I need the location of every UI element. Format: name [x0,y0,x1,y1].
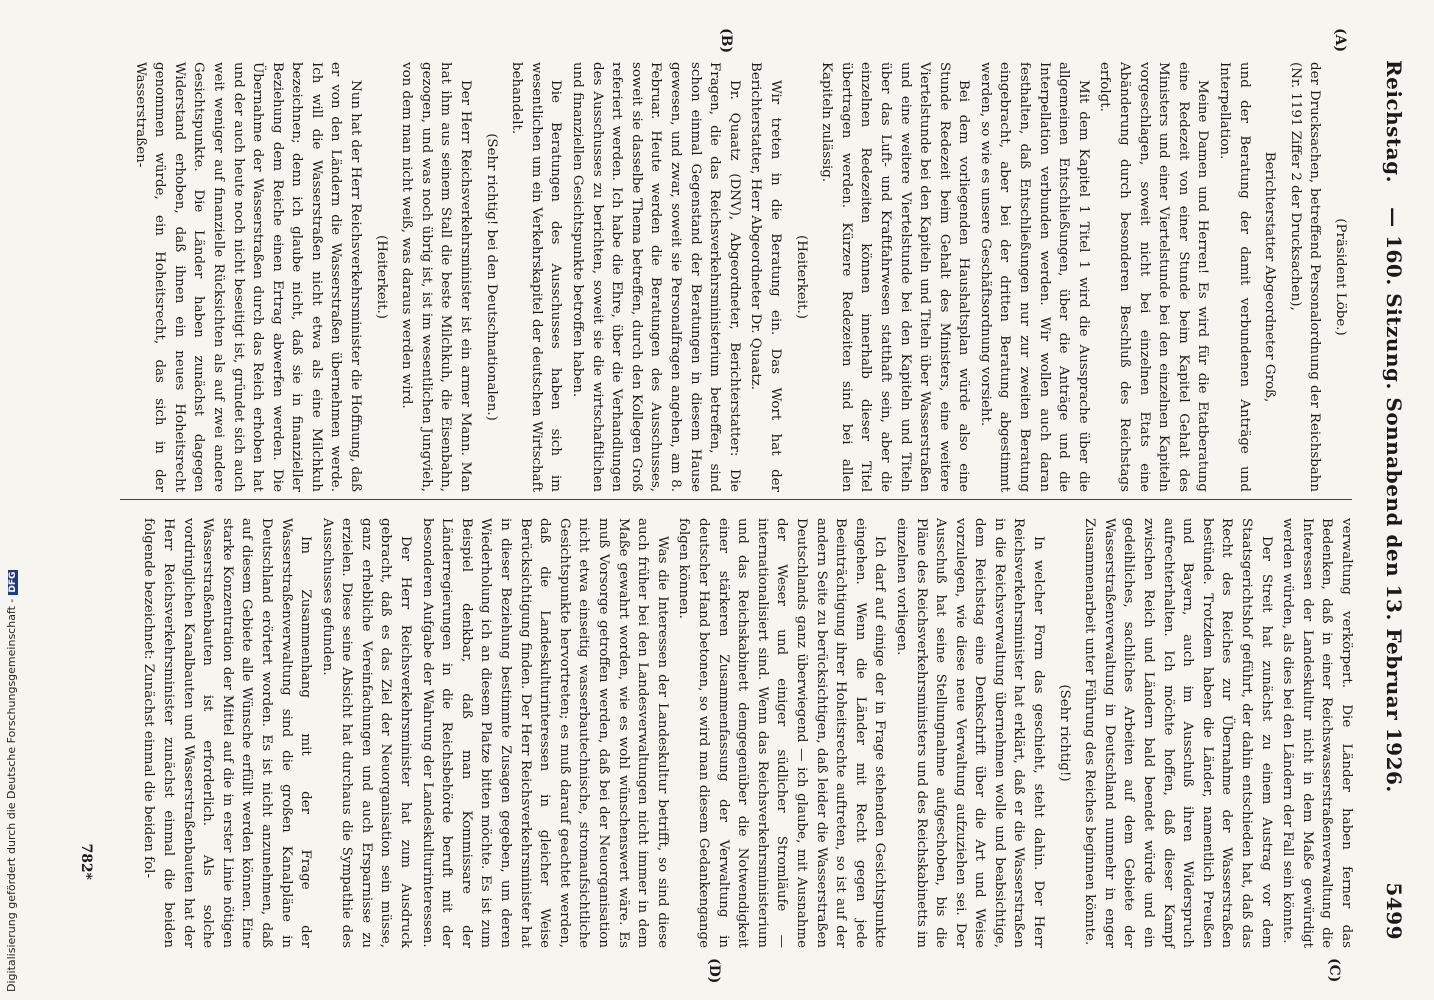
paragraph: Der Herr Reichsverkehrsminister ist ein armer Mann. Man hat ihm aus seinem Stall die beste Milchkuh, die Eisenbahn, gezogen, und was noch übrig ist, ist im wesentlichen Jungvieh, von dem man nicht weiß, was daraus werden wird. [399,62,474,492]
margin-marker-c: (C) [1326,958,1342,983]
paragraph: Wir treten in die Beratung ein. Das Wort hat der Berichterstatter, Herr Abgeordneter Dr. Quaatz. [748,62,783,492]
credit-text: Digitalisierung gefördert durch die Deutsche Forschungsgemeinschaft - [5,598,18,992]
paragraph: verwaltung verkörpert. Die Länder haben ferner das Bedenken, daß in einer Reichswasserstraßenverwaltung die Interessen der Landeskultur nicht in dem Maße gewürdigt werden würden, als dies bei den Ländern der Fall sein könnte. [1280,518,1354,948]
digitization-credit [2,0,22,992]
paragraph: Der Streit hat zunächst zu einem Austrag vor dem Staatsgerichtshof geführt, der dahin entschieden hat, daß das Recht des Reiches zur Übernahme der Wasserstraßen bestünde. Trotzdem haben die Länder, namentlich Preußen und Bayern, auch im Ausschuß ihren Widerspruch aufrechterhalten. Ich möchte hoffen, daß dieser Kampf zwischen Reich und Ländern bald beendet würde und ein gedeihliches, sachliches Arbeiten auf dem Gebiete der Wasserstraßenverwaltung in Deutschland nunmehr in enger Zusammenarbeit unter Führung des Reiches beginnen könnte. [1082,518,1274,948]
paragraph: Mit dem Kapitel 1 Titel 1 wird die Aussprache über die allgemeinen Entschließungen, über die Anträge und die Interpellation verbunden werden. Wir wollen auch daran festhalten, daß Entschließungen nur zur zweiten Beratung eingebracht, aber bei der dritten Beratung abgestimmt werden, so wie es unsere Geschäftsordnung vorsieht. [977,62,1091,492]
paragraph: der Drucksachen, betreffend Personalordnung der Reichsbahn (Nr. 1191 Ziffer 2 der Drucksachen), [1287,62,1323,492]
margin-marker-b: (B) [718,28,734,54]
interjection: (Heiterkeit.) [373,235,389,319]
paragraph: Berichterstatter Abgeordneter Groß, [1262,151,1278,403]
column-divider [120,499,1352,500]
paragraph: Nun hat der Herr Reichsverkehrsminister die Hoffnung, daß er von den Ländern die Wasserstraßen übernehmen werde. Ich will die Wasserstraßen nicht etwa als eine Milchkuh bezeichnen; denn ich glaube nicht, daß sie in finanzieller Beziehung dem Reiche einen Ertrag abwerfen werden. Die Übernahme der Wasserstraßen durch das Reich erhoben hat und der auch heute noch nicht beseitigt ist, gründet sich auch weit weniger auf finanzielle Rücksichten als auf zwei andere Gesichtspunkte. Die Länder haben zunächst dagegen Widerstand erhoben, daß ihnen ein neues Hoheitsrecht genommen würde, ein Hoheitsrecht, das sich in der Wasserstraßen- [132,62,364,492]
paragraph: Im Zusammenhang mit der Frage der Wasserstraßenverwaltung sind die großen Kanalpläne in Deutschland erörtert worden. Es ist nicht anzunehmen, daß auf diesem Gebiete alle Wünsche erfüllt werden können. Eine starke Konzentration der Mittel auf die in erster Linie nötigen Wasserstraßenbauten ist erforderlich. Als solche vordringlichen Kanalbauten und Wasserstraßenbauten hat der Herr Reichsverkehrsminister zunächst einmal die beiden folgende bezeichnet: Zunächst einmal die beiden fol- [141,518,314,948]
page-number: 5499 [1382,882,1406,940]
paragraph: Bei dem vorliegenden Haushaltsplan würde also eine Stunde Redezeit beim Gehalt des Ministers, eine weitere Viertelstunde bei den Kapiteln und Titeln über Wasserstraßen und eine weitere Viertelstunde bei den Kapiteln und Titeln über das Luft- und Kraftfahrwesen statthaft sein, aber die einzelnen Redezeiten können innerhalb dieser Titel übertragen werden. Kürzere Redezeiten sind bei allen Kapiteln zulässig. [819,62,972,492]
dfg-logo: DFG [8,571,18,593]
paragraph: Ich darf auf einige der in Frage stehenden Gesichtspunkte eingehen. Wenn die Länder mit Recht gegen jede Beeinträchtigung ihrer Hoheitsrechte auftreten, so ist auf der andern Seite zu berücksichtigen, daß leider die Wasserstraßen Deutschlands ganz überwiegend — ich glaube, mit Ausnahme der Weser und einiger südlicher Stromläufe — internationalisiert sind. Wenn das Reichsverkehrsministerium und das Reichskabinett demgegenüber die Notwendigkeit einer stärkeren Zusammenfassung der Verwaltung in deutscher Hand betonen, so wird man diesem Gedankengange folgen können. [676,518,888,948]
paragraph: Der Herr Reichsverkehrsminister hat zum Ausdruck gebracht, daß es das Ziel der Neuorganisation sein müsse, ganz erhebliche Vereinfachungen und auch Ersparnisse zu erzielen. Diese seine Absicht hat durchaus die Sympathie des Ausschusses gefunden. [319,518,414,948]
margin-marker-d: (D) [706,958,722,984]
left-column [128,62,1356,492]
header-title: Reichstag. [1382,60,1406,184]
page-header [1370,60,1406,940]
paragraph: Die Beratungen des Ausschusses haben sich im wesentlichen um ein Verkehrskapitel der deutschen Wirtschaft behandelt. [509,62,564,492]
signature-mark: 782* [78,843,94,880]
interjection: (Sehr richtig!) [1056,684,1072,782]
paragraph: Meine Damen und Herren! Es wird für die Etatberatung eine Redezeit von einer Stunde beim Kapitel Gehalt des Ministers und einer Viertelstunde bei den einzelnen Kapiteln vorgeschlagen, soweit nicht bei einzelnen Etats eine Abänderung durch besonderen Beschluß des Reichstags erfolgt. [1097,62,1211,492]
paragraph: In welcher Form das geschieht, steht dahin. Der Herr Reichsverkehrsminister hat erklärt, daß er die Wasserstraßen in die Reichsverwaltung übernehmen wolle und beabsichtige, dem Reichstag eine Denkschrift über die Art und Weise vorzulegen, wie diese neue Verwaltung aufzuziehen sei. Der Ausschuß hat seine Stellungnahme aufgeschoben, bis die Pläne des Reichsverkehrsministers und des Reichskabinetts im einzelnen vorliegen. [893,518,1047,948]
right-column [137,518,1356,948]
margin-marker-a: (A) [1332,28,1348,53]
paragraph: Was die Interessen der Landeskultur betrifft, so sind diese auch früher bei den Landesverwaltungen nicht immer in dem Maße gewahrt worden, wie es wohl wünschenswert wäre. Es muß Vorsorge getroffen werden, daß bei der Neuorganisation nicht etwa einseitig wasserbautechnische, stromaufsichtliche Gesichtspunkte hervortreten; es muß darauf geachtet werden, daß die Landeskulturinteressen in gleicher Weise Berücksichtigung finden. Der Herr Reichsverkehrsminister hat in dieser Beziehung bestimmte Zusagen gegeben, um deren Wiederholung ich an diesem Platze bitten möchte. Es ist zum Beispiel denkbar, daß man Kommissare der Länderregierungen in die Reichsbehörde beruft mit der besonderen Aufgabe der Wahrung der Landeskulturinteressen. [419,518,670,948]
speaker-line: (Präsident Löbe.) [1333,218,1348,336]
paragraph: Dr. Quaatz (DNV), Abgeordneter, Berichterstatter: Die Fragen, die das Reichsverkehrsministerium betreffen, sind schon einmal Gegenstand der Beratungen in diesem Hause gewesen, und zwar, soweit sie Personalfragen angehen, am 8. Februar. Heute werden die Beratungen des Ausschusses, soweit sie dasselbe Thema betreffen, durch den Kollegen Groß referiert werden. Ich habe die Ehre, über die Verhandlungen des Ausschusses zu berichten, soweit sie die wirtschaftlichen und finanziellen Gesichtspunkte betroffen haben. [570,62,742,492]
header-session: — 160. Sitzung. Sonnabend den 13. Februar 1926. [1382,207,1406,793]
paragraph: und der Beratung der damit verbundenen Anträge und Interpellation. [1217,62,1252,492]
interjection: (Sehr richtig! bei den Deutschnationalen.) [483,133,499,421]
interjection: (Heiterkeit.) [793,235,809,319]
